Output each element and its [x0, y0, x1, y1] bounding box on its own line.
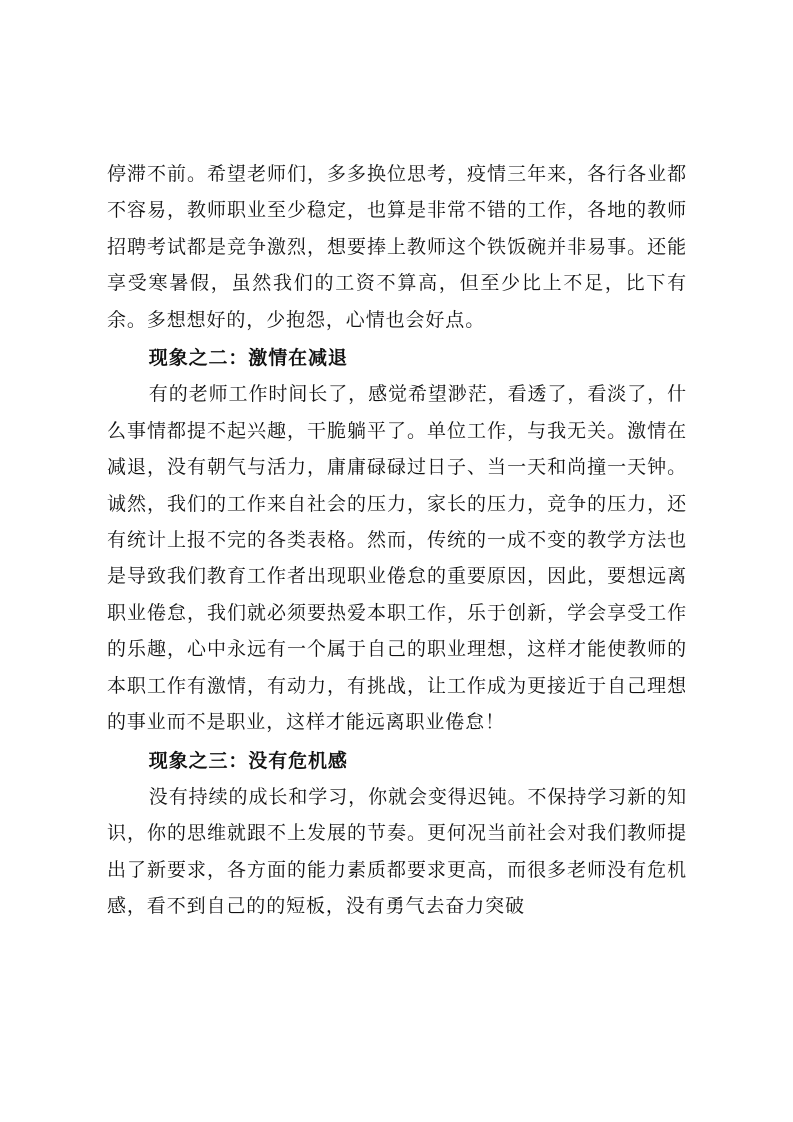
paragraph-intro: 停滞不前。希望老师们，多多换位思考，疫情三年来，各行各业都不容易，教师职业至少稳定，也算是非常不错的工作，各地的教师招聘考试都是竞争激烈，想要捧上教师这个铁饭碗并非易事。还能享受寒暑假，虽然我们的工资不算高，但至少比上不足，比下有余。多想想好的，少抱怨，心情也会好点。 — [107, 163, 687, 331]
section-heading-2: 现象之二：激情在减退 — [148, 347, 348, 370]
document-body — [107, 156, 687, 925]
section-heading-3: 现象之三：没有危机感 — [148, 749, 348, 772]
paragraph-passion: 有的老师工作时间长了，感觉希望渺茫，看透了，看淡了，什么事情都提不起兴趣，干脆躺平了。单位工作，与我无关。激情在减退，没有朝气与活力，庸庸碌碌过日子、当一天和尚撞一天钟。诚然，我们的工作来自社会的压力，家长的压力，竞争的压力，还有统计上报不完的各类表格。然而，传统的一成不变的教学方法也是导致我们教育工作者出现职业倦怠的重要原因，因此，要想远离职业倦怠，我们就必须要热爱本职工作，乐于创新，学会享受工作的乐趣，心中永远有一个属于自己的职业理想，这样才能使教师的本职工作有激情，有动力，有挑战，让工作成为更接近于自己理想的事业而不是职业，这样才能远离职业倦怠！ — [107, 383, 687, 734]
paragraph-crisis: 没有持续的成长和学习，你就会变得迟钝。不保持学习新的知识，你的思维就跟不上发展的节奏。更何况当前社会对我们教师提出了新要求，各方面的能力素质都要求更高，而很多老师没有危机感，看不到自己的的短板，没有勇气去奋力突破 — [107, 785, 687, 918]
